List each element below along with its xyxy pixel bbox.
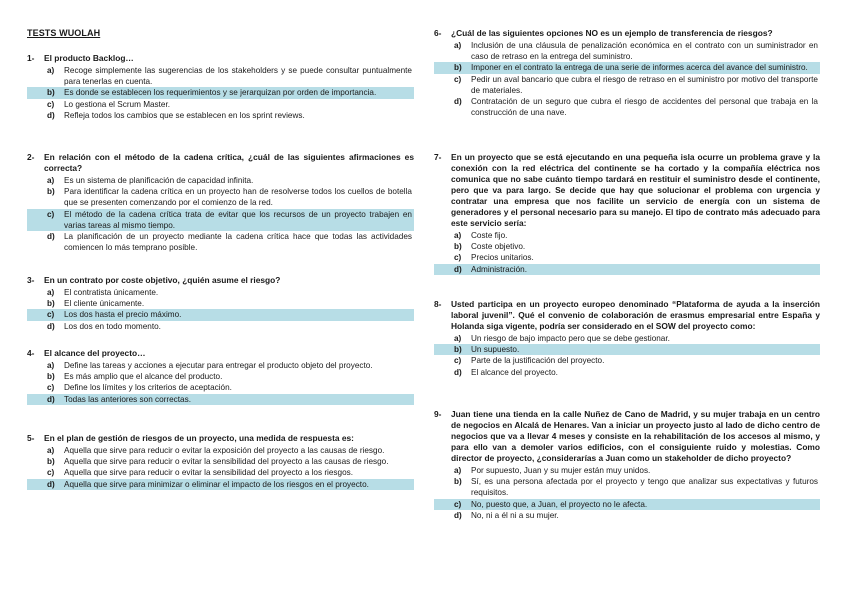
option-text: Los dos en todo momento. — [64, 321, 161, 331]
answer-option — [434, 241, 820, 252]
option-text: Aquella que sirve para reducir o evitar la sensibilidad del proyecto a las causas de riesgo. — [64, 457, 389, 467]
option-letter: c) — [454, 499, 462, 509]
option-text: Administración. — [471, 264, 527, 274]
question-text — [27, 348, 414, 359]
option-text: Precios unitarios. — [471, 253, 534, 263]
answer-options — [434, 40, 820, 118]
answer-option — [27, 99, 414, 110]
answer-option — [434, 367, 820, 378]
option-text: Parte de la justificación del proyecto. — [471, 356, 605, 366]
option-letter: b) — [454, 63, 462, 73]
option-text: Un supuesto. — [471, 345, 520, 355]
option-letter: c) — [454, 253, 462, 263]
option-letter: a) — [47, 176, 55, 185]
answer-option — [434, 230, 820, 241]
option-letter: d) — [47, 321, 55, 331]
option-letter: a) — [47, 361, 55, 370]
option-letter: b) — [47, 88, 55, 98]
option-letter: c) — [47, 468, 55, 478]
question-text — [27, 275, 414, 286]
option-text: Inclusión de una cláusula de penalización económica en el contrato con un suministrador en caso de retraso en la entrega del suministro. — [471, 41, 818, 62]
question-statement: En un proyecto que se está ejecutando en una pequeña isla ocurre un problema grave y la conexión con la red eléctrica del continente se ha cortado y la compañía eléctrica nos comunica que no sabe cuánto tiempo tardará en restituir el suministro desde el continente, pero que va para largo. Se decide que hay que solucionar el problema con urgencia y contratar una empresa que nos facilite un servicio de energía con un sistema de generadores y el personal necesario para su manejo. El tipo de contrato más adecuado para este servicio sería: — [451, 152, 820, 228]
answer-option — [27, 298, 414, 309]
option-text: Los dos hasta el precio máximo. — [64, 310, 182, 320]
question-number: 8- — [434, 299, 442, 309]
question-number: 4- — [27, 348, 35, 358]
answer-option — [27, 445, 414, 456]
question-7 — [434, 152, 820, 275]
option-text: Contratación de un seguro que cubra el riesgo de accidentes del personal que trabaja en la construcción de una nave. — [471, 97, 818, 118]
option-text: Recoge simplemente las sugerencias de los stakeholders y se puede consultar puntualmente para tenerlas en cuenta. — [64, 66, 412, 87]
answer-option — [27, 456, 414, 467]
option-text: Por supuesto, Juan y su mujer están muy unidos. — [471, 466, 651, 475]
option-letter: b) — [454, 345, 462, 355]
option-letter: c) — [47, 99, 55, 109]
answer-option-correct — [434, 499, 820, 510]
option-letter: d) — [47, 110, 55, 120]
answer-options — [27, 445, 414, 490]
option-letter: b) — [454, 477, 462, 487]
option-text: Define las tareas y acciones a ejecutar para entregar el producto objeto del proyecto. — [64, 361, 373, 370]
option-text: Es un sistema de planificación de capacidad infinita. — [64, 176, 254, 185]
answer-option — [27, 382, 414, 393]
question-statement: En el plan de gestión de riesgos de un proyecto, una medida de respuesta es: — [44, 433, 354, 443]
option-text: El cliente únicamente. — [64, 299, 145, 309]
answer-options — [27, 65, 414, 121]
answer-option — [27, 175, 414, 186]
answer-options — [434, 465, 820, 521]
question-statement: El producto Backlog… — [44, 53, 134, 63]
option-letter: d) — [454, 510, 462, 520]
question-text — [27, 152, 414, 174]
question-5 — [27, 433, 414, 490]
answer-options — [27, 175, 414, 253]
question-1 — [27, 53, 414, 121]
option-text: El método de la cadena crítica trata de evitar que los recursos de un proyecto trabajen en varias tareas al mismo tiempo. — [64, 209, 412, 230]
option-letter: d) — [454, 97, 462, 107]
question-text — [434, 409, 820, 464]
answer-option — [27, 321, 414, 332]
answer-option — [434, 476, 820, 498]
question-text — [434, 299, 820, 332]
question-number: 1- — [27, 53, 35, 63]
option-letter: d) — [47, 394, 55, 404]
answer-option — [27, 231, 414, 253]
question-number: 6- — [434, 28, 442, 38]
answer-option-correct — [434, 344, 820, 355]
option-letter: b) — [454, 242, 462, 252]
option-letter: a) — [454, 334, 462, 343]
question-statement: ¿Cuál de las siguientes opciones NO es un ejemplo de transferencia de riesgos? — [451, 28, 773, 38]
option-text: Aquella que sirve para reducir o evitar la exposición del proyecto a las causas de riesgo. — [64, 446, 385, 455]
option-text: Pedir un aval bancario que cubra el riesgo de retraso en el suministro por motivo del transporte de materiales. — [471, 74, 818, 95]
answer-option — [434, 74, 820, 96]
question-6 — [434, 28, 820, 118]
question-text — [27, 433, 414, 444]
option-text: Aquella que sirve para reducir o evitar la sensibilidad del proyecto a los riesgos. — [64, 468, 353, 478]
answer-option — [434, 465, 820, 476]
question-text — [434, 152, 820, 229]
option-text: No, ni a él ni a su mujer. — [471, 510, 559, 520]
option-letter: d) — [454, 264, 462, 274]
question-number: 9- — [434, 409, 442, 419]
question-2 — [27, 152, 414, 253]
option-letter: d) — [454, 367, 462, 377]
question-statement: En un contrato por coste objetivo, ¿quién asume el riesgo? — [44, 275, 281, 285]
option-text: Todas las anteriores son correctas. — [64, 394, 191, 404]
option-letter: c) — [454, 356, 462, 366]
option-letter: a) — [47, 288, 55, 297]
option-letter: a) — [47, 66, 55, 75]
answer-option — [27, 360, 414, 371]
option-text: Lo gestiona el Scrum Master. — [64, 99, 171, 109]
question-statement: Juan tiene una tienda en la calle Nuñez de Cano de Madrid, y su mujer trabaja en un centro de negocios en Alcalá de Henares. Van a iniciar un proyecto justo al lado de dicho centro de negocios que va a llevar 4 meses y consiste en la rehabilitación de los accesos al mismo, y para ello van a demoler varios edificios, con el consiguiente ruido y molestias. Como director de proyecto, ¿considerarías a Juan como un stakeholder de dicho proyecto? — [451, 409, 820, 463]
option-text: Sí, es una persona afectada por el proyecto y tengo que analizar sus expectativas y futuros requisitos. — [471, 477, 818, 498]
option-letter: c) — [47, 310, 55, 320]
answer-options — [27, 360, 414, 405]
answer-option-correct — [27, 309, 414, 320]
answer-option — [434, 252, 820, 263]
option-letter: b) — [47, 457, 55, 467]
answer-option — [27, 287, 414, 298]
question-4 — [27, 348, 414, 405]
question-text — [434, 28, 820, 39]
answer-options — [434, 230, 820, 275]
option-text: Coste fijo. — [471, 231, 508, 240]
answer-option — [27, 371, 414, 382]
option-text: Es más amplio que el alcance del producto. — [64, 372, 223, 382]
question-number: 3- — [27, 275, 35, 285]
document-title: TESTS WUOLAH — [27, 28, 101, 38]
option-text: Coste objetivo. — [471, 242, 526, 252]
option-text: Para identificar la cadena crítica en un proyecto han de resolverse todos los cuellos de botella que se presenten comenzando por el comienzo de la red. — [64, 187, 412, 208]
question-statement: En relación con el método de la cadena crítica, ¿cuál de las siguientes afirmaciones es correcta? — [44, 152, 414, 173]
option-text: Aquella que sirve para minimizar o eliminar el impacto de los riesgos en el proyecto. — [64, 479, 369, 489]
option-text: Es donde se establecen los requerimientos y se jerarquizan por orden de importancia. — [64, 88, 377, 98]
answer-option-correct — [434, 264, 820, 275]
answer-option-correct — [27, 209, 414, 231]
option-letter: b) — [47, 299, 55, 309]
question-8 — [434, 299, 820, 378]
option-letter: a) — [454, 41, 462, 50]
option-text: El contratista únicamente. — [64, 288, 159, 297]
answer-option — [27, 110, 414, 121]
question-number: 5- — [27, 433, 35, 443]
option-text: El alcance del proyecto. — [471, 367, 558, 377]
question-statement: Usted participa en un proyecto europeo denominado “Plataforma de ayuda a la inserción laboral juvenil”. Qué el convenio de colaboración de erasmus empresarial entre España y Holanda siga vigente, podría ser considerado en el SOW del proyecto como: — [451, 299, 820, 331]
answer-option — [27, 65, 414, 87]
answer-option — [434, 510, 820, 521]
option-text: Imponer en el contrato la entrega de una serie de informes acerca del avance del suministro. — [471, 63, 808, 73]
question-number: 7- — [434, 152, 442, 162]
option-letter: b) — [47, 187, 55, 197]
answer-option — [434, 40, 820, 62]
question-9 — [434, 409, 820, 521]
answer-option — [434, 355, 820, 366]
option-text: No, puesto que, a Juan, el proyecto no le afecta. — [471, 499, 648, 509]
answer-option — [27, 186, 414, 208]
answer-option-correct — [434, 62, 820, 73]
option-text: Define los límites y los criterios de aceptación. — [64, 383, 232, 393]
question-statement: El alcance del proyecto… — [44, 348, 146, 358]
question-3 — [27, 275, 414, 332]
option-letter: c) — [47, 383, 55, 393]
answer-option — [434, 96, 820, 118]
answer-option — [434, 333, 820, 344]
answer-option-correct — [27, 87, 414, 98]
option-letter: d) — [47, 479, 55, 489]
option-letter: a) — [454, 231, 462, 240]
option-letter: a) — [47, 446, 55, 455]
option-letter: c) — [47, 209, 55, 219]
option-text: Un riesgo de bajo impacto pero que se debe gestionar. — [471, 334, 670, 343]
answer-option-correct — [27, 479, 414, 490]
answer-options — [434, 333, 820, 378]
option-letter: a) — [454, 466, 462, 475]
question-number: 2- — [27, 152, 35, 162]
answer-option — [27, 467, 414, 478]
question-text — [27, 53, 414, 64]
option-text: Refleja todos los cambios que se establecen en los sprint reviews. — [64, 110, 305, 120]
option-letter: c) — [454, 74, 462, 84]
option-letter: b) — [47, 372, 55, 382]
answer-options — [27, 287, 414, 332]
answer-option-correct — [27, 394, 414, 405]
option-text: La planificación de un proyecto mediante la cadena crítica hace que todas las actividades comiencen lo más temprano posible. — [64, 232, 412, 253]
option-letter: d) — [47, 232, 55, 242]
